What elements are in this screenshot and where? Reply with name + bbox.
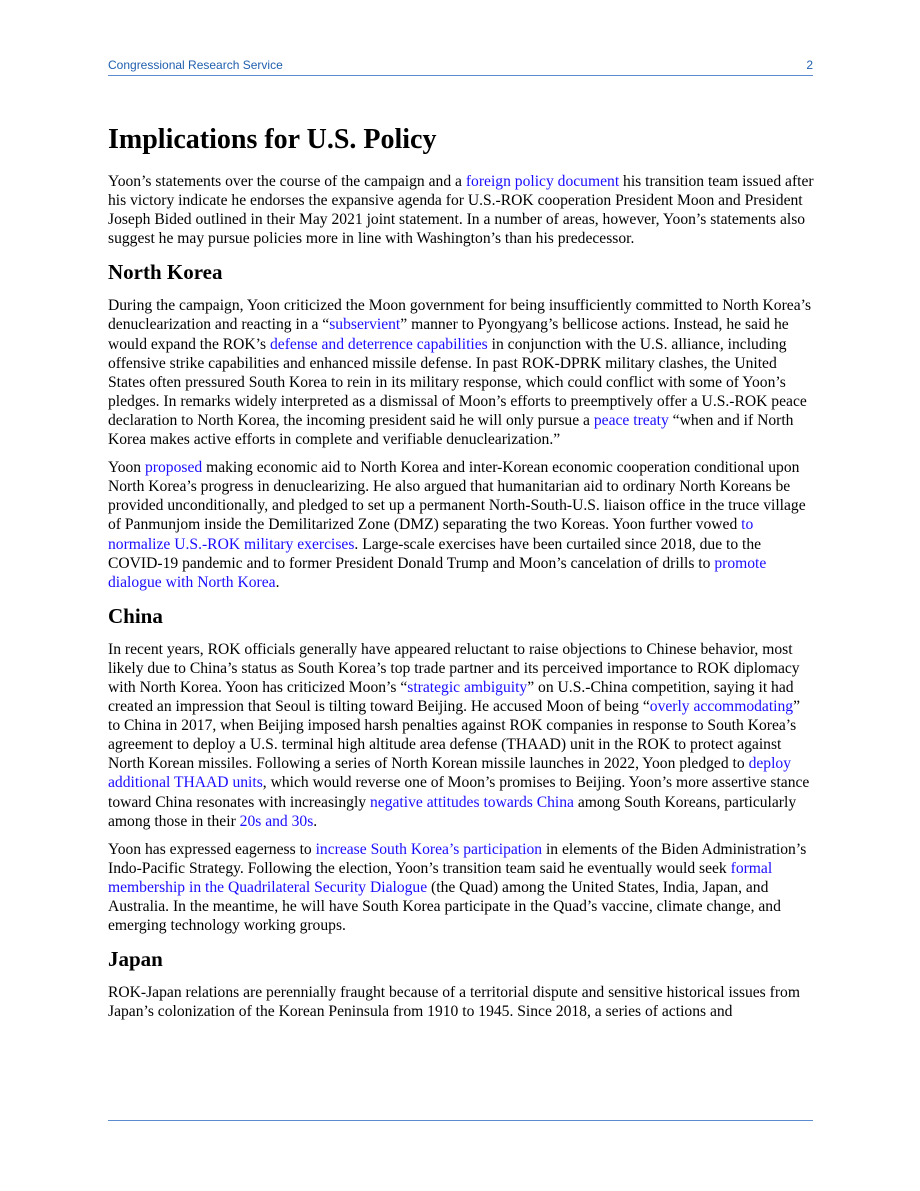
hyperlink[interactable]: 20s and 30s — [239, 812, 314, 830]
hyperlink[interactable]: foreign policy document — [465, 173, 620, 190]
page-title: Implications for U.S. Policy — [108, 124, 437, 155]
paragraph: In recent years, ROK officials generally have appeared reluctant to raise objections to Chinese behavior, most likely due to China’s status as South Korea’s top trade partner and its perceived importance to ROK diplomacy with North Korea. Yoon has criticized Moon’s “strategic ambiguity” on U.S.-China competition, saying it had created an impression that Seoul is tilting toward Beijing. He accused Moon of being “overly accommodating” to China in 2017, when Beijing imposed harsh penalties against ROK companies in response to South Korea’s agreement to deploy a U.S. terminal high altitude area defense (THAAD) unit in the ROK to protect against North Korean missiles. Following a series of North Korean missile launches in 2022, Yoon pledged to deploy additional THAAD units, which would reverse one of Moon’s promises to Beijing. Yoon’s more assertive stance toward China resonates with increasingly negative attitudes towards China among South Koreans, particularly among those in their 20s and 30s. — [108, 640, 810, 830]
document-body — [108, 120, 814, 1030]
section-heading: North Korea — [108, 260, 223, 285]
header-page-number: 2 — [806, 58, 813, 72]
hyperlink[interactable]: peace treaty — [593, 411, 669, 429]
hyperlink[interactable]: formal membership in the Quadrilateral Security Dialogue — [108, 859, 773, 896]
hyperlink[interactable]: promote dialogue with North Korea — [108, 554, 767, 591]
section-heading: China — [108, 603, 163, 628]
page-header — [108, 58, 813, 76]
hyperlink[interactable]: strategic ambiguity — [407, 678, 528, 696]
footer-rule — [108, 1120, 813, 1121]
intro-paragraph: Yoon’s statements over the course of the campaign and a foreign policy document his transition team issued after his victory indicate he endorses the expansive agenda for U.S.-ROK cooperation President Moon and President Joseph Bided outlined in their May 2021 joint statement. In a number of areas, however, Yoon’s statements also suggest he may pursue policies more in line with Washington’s than his predecessor. — [108, 173, 814, 248]
section-north-korea — [108, 258, 814, 591]
header-org-name: Congressional Research Service — [108, 58, 283, 72]
paragraph: Yoon has expressed eagerness to increase South Korea’s participation in elements of the Biden Administration’s Indo-Pacific Strategy. Following the election, Yoon’s transition team said he eventually would seek formal membership in the Quadrilateral Security Dialogue (the Quad) among the United States, India, Japan, and Australia. In the meantime, he will have South Korea participate in the Quad’s vaccine, climate change, and emerging technology working groups. — [108, 840, 807, 935]
section-japan — [108, 945, 814, 1021]
paragraph: Yoon proposed making economic aid to North Korea and inter-Korean economic cooperation conditional upon North Korea’s progress in denuclearizing. He also argued that humanitarian aid to ordinary North Koreans be provided unconditionally, and pledged to set up a permanent North-South-U.S. liaison office in the truce village of Panmunjom inside the Demilitarized Zone (DMZ) separating the two Koreas. Yoon further vowed to normalize U.S.-ROK military exercises. Large-scale exercises have been curtailed since 2018, due to the COVID-19 pandemic and to former President Donald Trump and Moon’s cancelation of drills to promote dialogue with North Korea. — [108, 459, 806, 591]
paragraph: ROK-Japan relations are perennially fraught because of a territorial dispute and sensitive historical issues from Japan’s colonization of the Korean Peninsula from 1910 to 1945. Since 2018, a series of actions and — [108, 984, 800, 1021]
hyperlink[interactable]: overly accommodating — [649, 698, 794, 716]
hyperlink[interactable]: to normalize U.S.-ROK military exercises — [108, 516, 754, 553]
section-china — [108, 602, 814, 935]
hyperlink[interactable]: negative attitudes towards China — [370, 793, 574, 811]
hyperlink[interactable]: proposed — [145, 459, 203, 477]
section-heading: Japan — [108, 947, 163, 972]
hyperlink[interactable]: increase South Korea’s participation — [315, 840, 543, 858]
hyperlink[interactable]: subservient — [329, 316, 401, 334]
hyperlink[interactable]: defense and deterrence capabilities — [269, 335, 488, 353]
paragraph: During the campaign, Yoon criticized the Moon government for being insufficiently committed to North Korea’s denuclearization and reacting in a “subservient” manner to Pyongyang’s bellicose actions. Instead, he said he would expand the ROK’s defense and deterrence capabilities in conjunction with the U.S. alliance, including offensive strike capabilities and enhanced missile defense. In past ROK-DPRK military clashes, the United States often pressured South Korea to rein in its military response, which could conflict with some of Yoon’s pledges. In remarks widely interpreted as a dismissal of Moon’s efforts to preemptively offer a U.S.-ROK peace declaration to North Korea, the incoming president said he will only pursue a peace treaty “when and if North Korea makes active efforts in complete and verifiable denuclearization.” — [108, 297, 812, 449]
hyperlink[interactable]: deploy additional THAAD units — [108, 755, 792, 792]
